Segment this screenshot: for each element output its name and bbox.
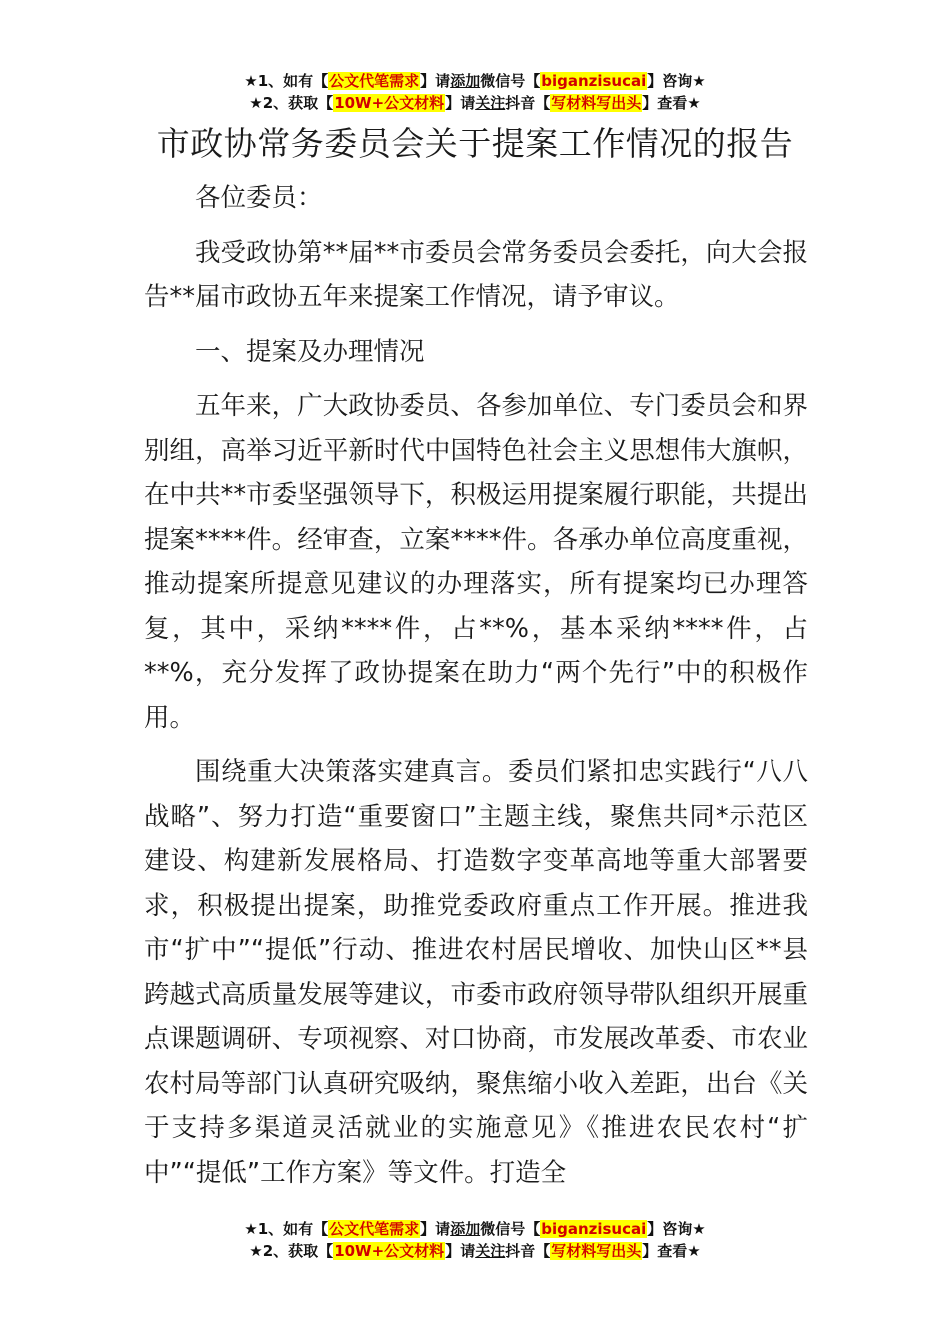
document-title: 市政协常务委员会关于提案工作情况的报告 — [156, 124, 794, 163]
section-heading: 一、提案及办理情况 — [195, 336, 425, 367]
paragraph-intro: 我受政协第**届**市委员会常务委员会委托，向大会报告**届市政协五年来提案工作情况，请予审议。 — [144, 237, 808, 312]
promo-line-1: ★1、如有【公文代笔需求】请添加微信号【biganzisucai】咨询★ — [244, 72, 706, 90]
highlight-service: 公文代笔需求 — [329, 1220, 420, 1238]
highlight-douyin-account: 写材料写出头 — [551, 94, 642, 112]
highlight-materials: 10W+公文材料 — [334, 94, 445, 112]
highlight-douyin-account: 写材料写出头 — [551, 1242, 642, 1260]
salutation: 各位委员： — [195, 183, 323, 213]
paragraph-decisions: 围绕重大决策落实建真言。委员们紧扣忠实践行“八八战略”、努力打造“重要窗口”主题主线，聚焦共同*示范区建设、构建新发展格局、打造数字变革高地等重大部署要求，积极提出提案，助推党委政府重点工作开展。推进我市“扩中”“提低”行动、推进农村居民增收、加快山区**县跨越式高质量发展等建议，市委市政府领导带队组织开展重点课题调研、专项视察、对口协商，市发展改革委、市农业农村局等部门认真研究吸纳，聚焦缩小收入差距，出台《关于支持多渠道灵活就业的实施意见》《推进农民农村“扩中”“提低”工作方案》等文件。打造全 — [144, 757, 808, 1188]
promo-banner-bottom — [0, 1218, 950, 1262]
paragraph-summary: 五年来，广大政协委员、各参加单位、专门委员会和界别组，高举习近平新时代中国特色社会主义思想伟大旗帜，在中共**市委坚强领导下，积极运用提案履行职能，共提出提案****件。经审查，立案****件。各承办单位高度重视，推动提案所提意见建议的办理落实，所有提案均已办理答复，其中，采纳****件，占**%，基本采纳****件，占**%，充分发挥了政协提案在助力“两个先行”中的积极作用。 — [144, 391, 808, 733]
promo-line-1: ★1、如有【公文代笔需求】请添加微信号【biganzisucai】咨询★ — [244, 1220, 706, 1238]
promo-line-2: ★2、获取【10W+公文材料】请关注抖音【写材料写出头】查看★ — [249, 94, 701, 112]
highlight-materials: 10W+公文材料 — [334, 1242, 445, 1260]
document-body — [144, 176, 808, 1205]
promo-line-2: ★2、获取【10W+公文材料】请关注抖音【写材料写出头】查看★ — [249, 1242, 701, 1260]
promo-banner-top — [0, 70, 950, 114]
highlight-service: 公文代笔需求 — [329, 72, 420, 90]
highlight-wechat-id: biganzisucai — [541, 72, 647, 90]
highlight-wechat-id: biganzisucai — [541, 1220, 647, 1238]
